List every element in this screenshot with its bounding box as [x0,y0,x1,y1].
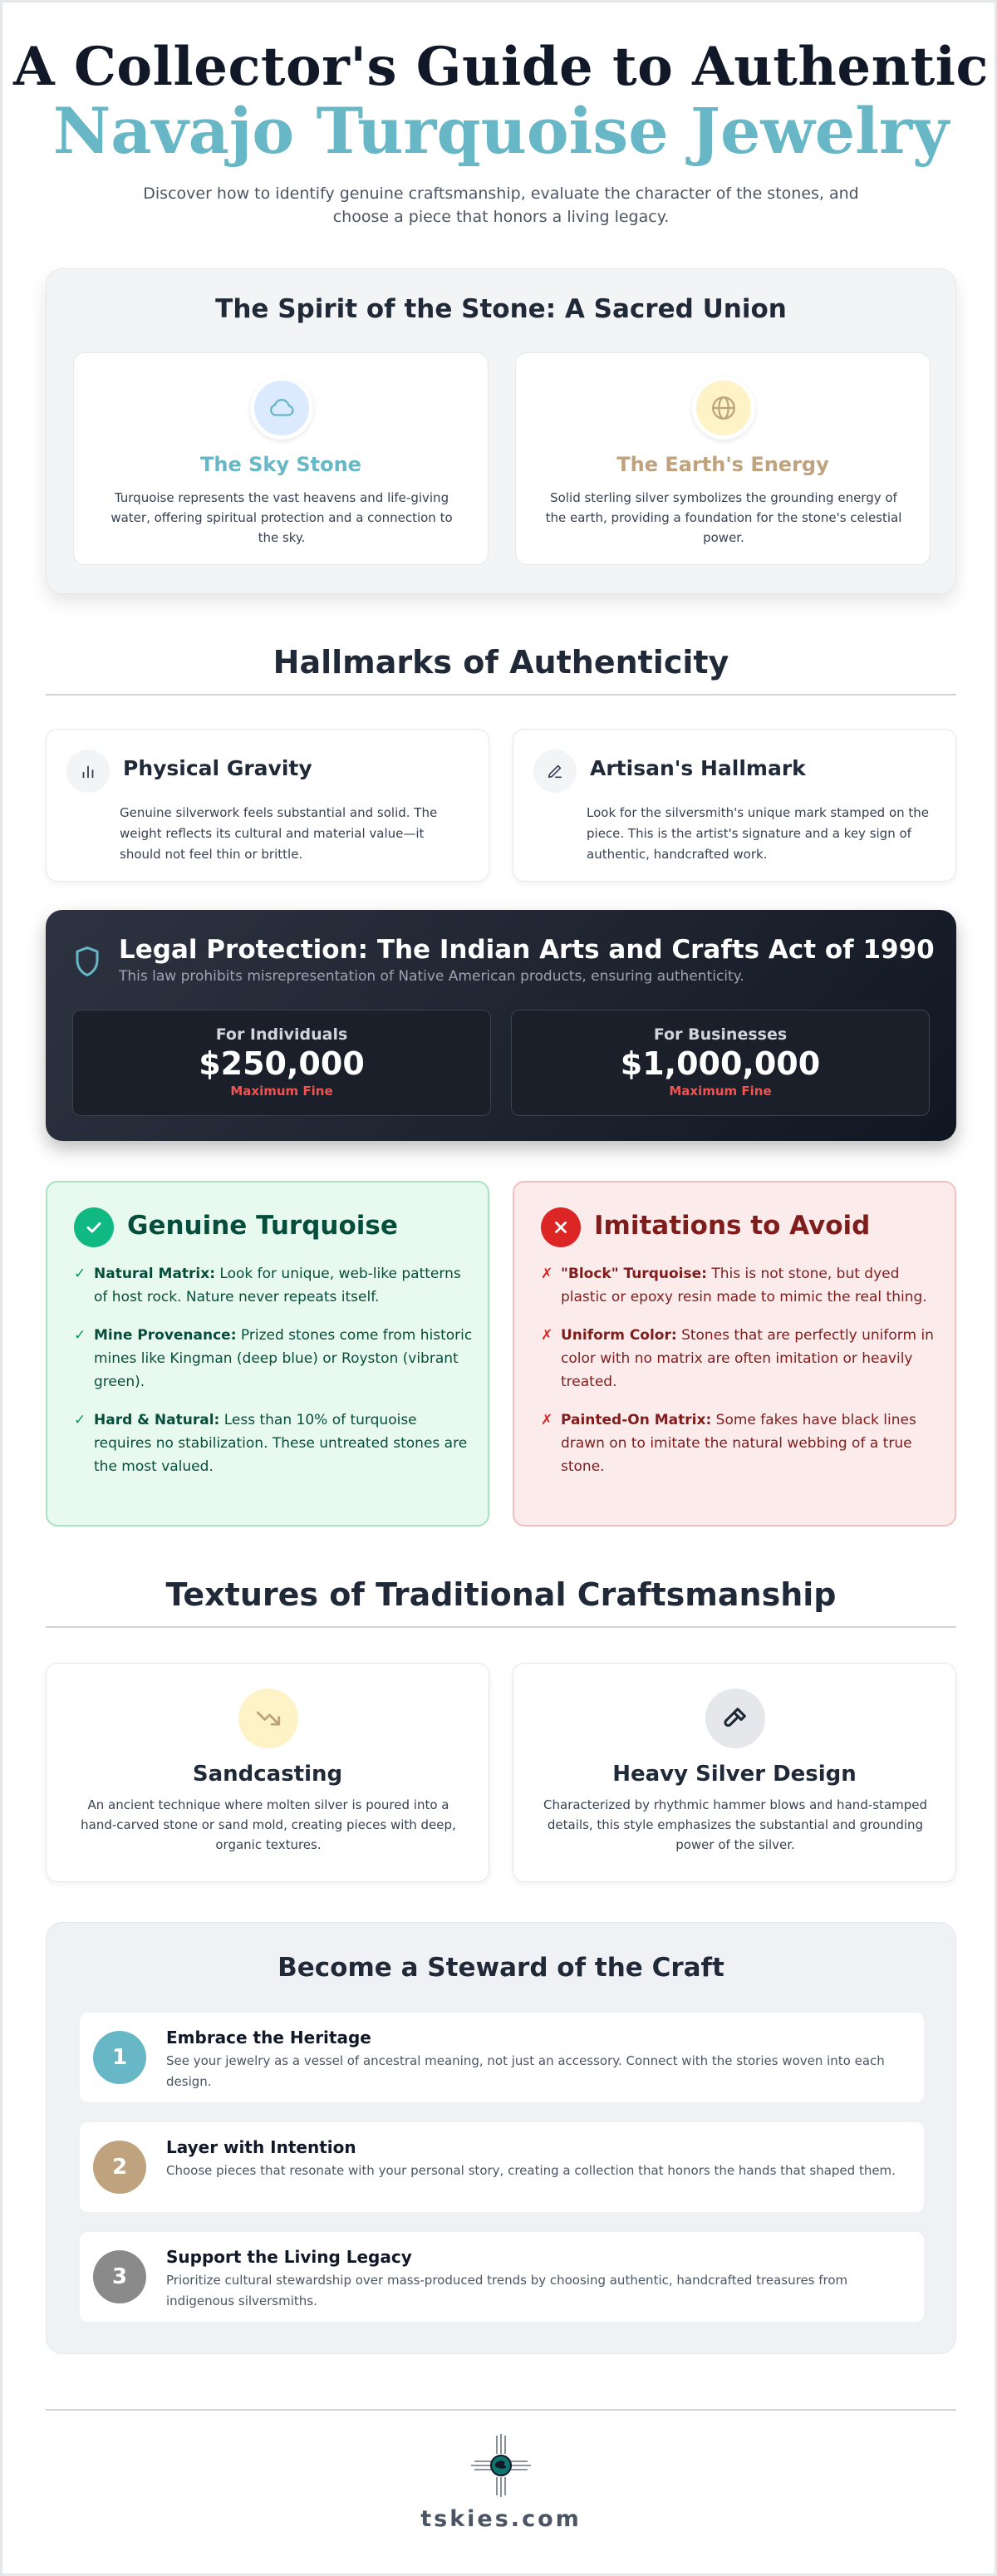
earth-energy-card [515,352,931,565]
sky-stone-text: Turquoise represents the vast heavens and life-giving water, offering spiritual protection and a connection to the sky. [111,490,453,545]
heavy-silver-card [513,1663,956,1882]
item-text: Prized stones come from historic mines like Kingman (deep blue) or Royston (vibrant green). [94,1327,473,1390]
cross-mark-icon: ✗ [541,1327,553,1344]
bar-chart-icon [66,750,110,793]
item-label: Uniform Color: [561,1327,677,1344]
shield-icon [72,945,102,981]
page-title: A Collector's Guide to Authentic [13,36,989,98]
item-label: Natural Matrix: [94,1266,216,1282]
imitations-card [513,1181,956,1526]
page-title-highlight: Navajo Turquoise Jewelry [52,94,950,168]
list-item [74,1262,473,1309]
fine-note: Maximum Fine [230,1084,333,1099]
imitations-title: Imitations to Avoid [594,1211,871,1241]
legal-subtitle: This law prohibits misrepresentation of Native American products, ensuring authenticity. [119,968,744,985]
list-item [74,1324,473,1394]
step-item [80,2122,924,2212]
heavy-silver-title: Heavy Silver Design [612,1762,857,1787]
textures-title: Textures of Traditional Craftsmanship [165,1576,837,1613]
fine-amount: $1,000,000 [620,1045,821,1082]
heavy-silver-text: Characterized by rhythmic hammer blows and hand-stamped details, this style emphasizes the substantial and grounding power of the silver. [543,1797,927,1852]
item-text: Less than 10% of turquoise requires no stabilization. These untreated stones are the most valued. [94,1412,468,1475]
sandcasting-text: An ancient technique where molten silver is poured into a hand-carved stone or sand mold, creating pieces with deep, organic textures. [81,1797,456,1852]
step-number-badge: 2 [93,2141,146,2194]
step-number-badge: 3 [93,2250,146,2303]
step-item [80,2013,924,2102]
step-text: Choose pieces that resonate with your personal story, creating a collection that honors the hands that shaped them. [166,2163,896,2178]
page-subtitle: Discover how to identify genuine craftsmanship, evaluate the character of the stones, and choose a piece that honors a living legacy. [143,184,859,226]
cross-mark-icon: ✗ [541,1266,553,1282]
check-icon [74,1207,114,1247]
step-text: Prioritize cultural stewardship over mass-produced trends by choosing authentic, handcrafted treasures from indigenous silversmiths. [166,2273,848,2308]
check-mark-icon: ✓ [74,1327,86,1344]
fine-amount: $250,000 [199,1045,365,1082]
step-title: Support the Living Legacy [166,2247,412,2267]
artisan-hallmark-card [513,729,956,882]
trend-down-icon [238,1689,298,1748]
steward-title: Become a Steward of the Craft [277,1953,724,1983]
physical-gravity-text: Genuine silverwork feels substantial and solid. The weight reflects its cultural and material value—it should not feel thin or brittle. [120,805,438,862]
steward-section [46,1922,956,2354]
fine-note: Maximum Fine [669,1084,772,1099]
genuine-title: Genuine Turquoise [127,1211,398,1241]
list-item [541,1262,940,1309]
fine-label: For Individuals [215,1025,348,1044]
spirit-title: The Spirit of the Stone: A Sacred Union [215,294,787,324]
item-text: This is not stone, but dyed plastic or epoxy resin made to mimic the real thing. [561,1266,927,1305]
item-text: Look for unique, web-like patterns of host rock. Nature never repeats itself. [94,1266,461,1305]
globe-icon [692,376,755,440]
artisan-hallmark-text: Look for the silversmith's unique mark stamped on the piece. This is the artist's signature and a key sign of authentic, handcrafted work. [587,805,930,862]
sandcasting-title: Sandcasting [192,1762,343,1787]
item-label: Painted-On Matrix: [561,1412,712,1428]
step-title: Layer with Intention [166,2137,356,2157]
genuine-list [74,1262,473,1493]
legal-title: Legal Protection: The Indian Arts and Crafts Act of 1990 [119,935,935,965]
artisan-hallmark-title: Artisan's Hallmark [590,756,806,780]
earth-energy-text: Solid sterling silver symbolizes the grounding energy of the earth, providing a foundation for the stone's celestial power. [545,490,902,545]
cross-mark-icon: ✗ [541,1412,553,1428]
item-text: Some fakes have black lines drawn on to imitate the natural webbing of a true stone. [561,1412,916,1475]
physical-gravity-title: Physical Gravity [123,756,312,780]
step-item [80,2232,924,2322]
section-divider [46,694,956,696]
item-text: Stones that are perfectly uniform in color with no matrix are often imitation or heavily treated. [561,1327,934,1390]
list-item [541,1408,940,1478]
hallmarks-title: Hallmarks of Authenticity [273,644,729,681]
imitations-list [541,1262,940,1493]
physical-gravity-card [46,729,489,882]
legal-protection-section [46,910,956,1141]
footer-divider [46,2409,956,2411]
item-label: Mine Provenance: [94,1327,237,1344]
fine-businesses [511,1010,930,1116]
cloud-icon [250,376,313,440]
footer-brand: tskies.com [420,2506,582,2532]
list-item [74,1408,473,1478]
pen-icon [533,750,577,793]
hammer-icon [705,1689,765,1748]
section-divider [46,1626,956,1628]
spirit-section [46,268,956,594]
zia-sun-logo [471,2434,531,2497]
fine-label: For Businesses [653,1025,788,1044]
sandcasting-card [46,1663,489,1882]
close-icon [541,1207,581,1247]
sky-stone-card [73,352,489,565]
genuine-turquoise-card [46,1181,489,1526]
check-mark-icon: ✓ [74,1266,86,1282]
item-label: "Block" Turquoise: [561,1266,707,1282]
check-mark-icon: ✓ [74,1412,86,1428]
list-item [541,1324,940,1394]
step-text: See your jewelry as a vessel of ancestral meaning, not just an accessory. Connect with the stories woven into each design. [166,2053,885,2089]
step-title: Embrace the Heritage [166,2028,371,2048]
sky-stone-title: The Sky Stone [200,453,361,476]
item-label: Hard & Natural: [94,1412,220,1428]
fine-individuals [72,1010,491,1116]
earth-energy-title: The Earth's Energy [616,453,829,476]
step-number-badge: 1 [93,2031,146,2084]
